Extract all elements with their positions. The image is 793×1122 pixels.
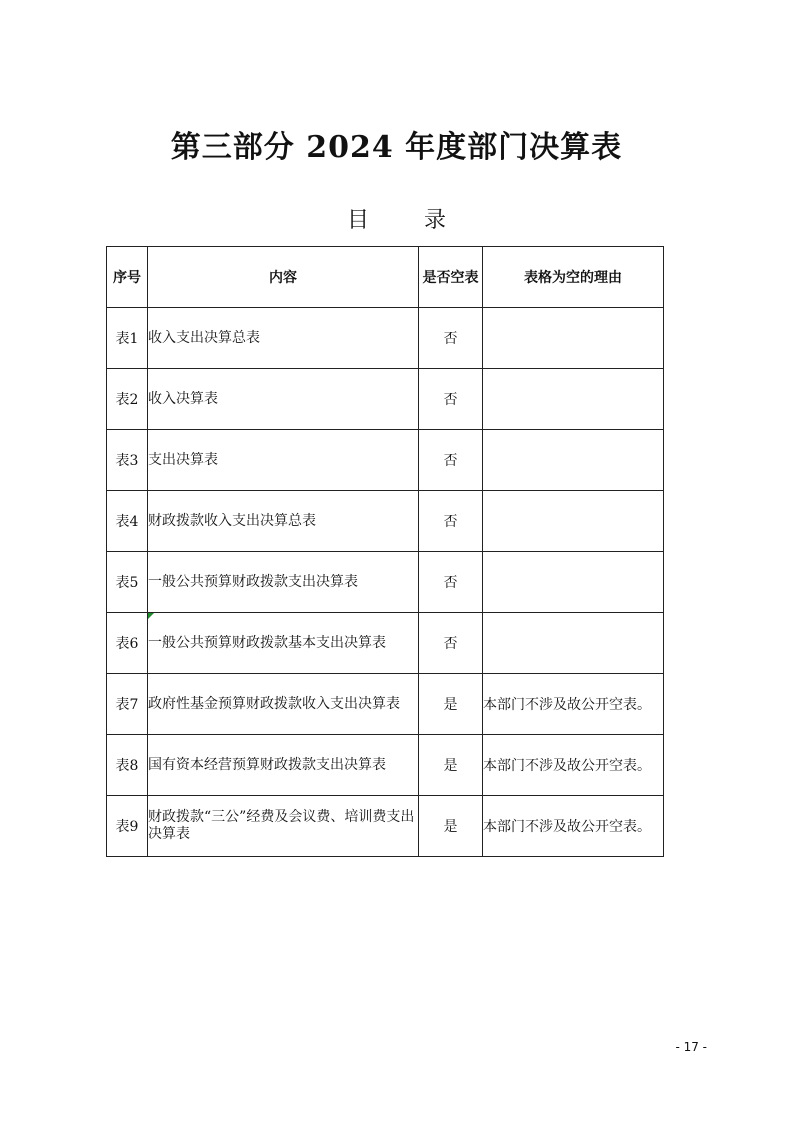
row-reason xyxy=(483,491,664,552)
row-num: 表5 xyxy=(107,552,148,613)
row-content: 收入支出决算总表 xyxy=(148,308,419,369)
row-num: 表6 xyxy=(107,613,148,674)
row-content: 一般公共预算财政拨款支出决算表 xyxy=(148,552,419,613)
page-number: - 17 - xyxy=(675,1040,707,1054)
header-content: 内容 xyxy=(148,247,419,308)
row-empty: 否 xyxy=(419,613,483,674)
page-title: 第三部分 2024 年度部门决算表 xyxy=(170,130,623,165)
table-row xyxy=(107,674,664,735)
row-content: 财政拨款“三公”经费及会议费、培训费支出决算表 xyxy=(148,796,419,857)
table-row xyxy=(107,430,664,491)
row-empty: 否 xyxy=(419,308,483,369)
table-row xyxy=(107,308,664,369)
row-content: 财政拨款收入支出决算总表 xyxy=(148,491,419,552)
table-row xyxy=(107,796,664,857)
catalog-heading: 目 录 xyxy=(347,208,470,233)
row-reason xyxy=(483,369,664,430)
row-reason: 本部门不涉及故公开空表。 xyxy=(483,674,664,735)
row-empty: 否 xyxy=(419,430,483,491)
row-empty: 否 xyxy=(419,552,483,613)
row-reason xyxy=(483,613,664,674)
row-reason: 本部门不涉及故公开空表。 xyxy=(483,735,664,796)
cell-comment-marker-icon xyxy=(148,613,154,619)
table-row xyxy=(107,552,664,613)
table-row xyxy=(107,369,664,430)
row-content: 支出决算表 xyxy=(148,430,419,491)
row-num: 表3 xyxy=(107,430,148,491)
table-row xyxy=(107,491,664,552)
row-empty: 是 xyxy=(419,796,483,857)
row-content: 收入决算表 xyxy=(148,369,419,430)
table-row xyxy=(107,613,664,674)
row-num: 表1 xyxy=(107,308,148,369)
row-num: 表7 xyxy=(107,674,148,735)
row-content-cell xyxy=(148,613,419,674)
row-empty: 是 xyxy=(419,735,483,796)
row-num: 表4 xyxy=(107,491,148,552)
row-num: 表9 xyxy=(107,796,148,857)
row-empty: 否 xyxy=(419,369,483,430)
row-reason xyxy=(483,552,664,613)
header-reason: 表格为空的理由 xyxy=(483,247,664,308)
row-content: 政府性基金预算财政拨款收入支出决算表 xyxy=(148,674,419,735)
header-empty: 是否空表 xyxy=(419,247,483,308)
table-header-row xyxy=(107,247,664,308)
table-row xyxy=(107,735,664,796)
row-content: 国有资本经营预算财政拨款支出决算表 xyxy=(148,735,419,796)
row-empty: 否 xyxy=(419,491,483,552)
catalog-table xyxy=(106,246,664,857)
row-reason xyxy=(483,308,664,369)
row-reason: 本部门不涉及故公开空表。 xyxy=(483,796,664,857)
row-empty: 是 xyxy=(419,674,483,735)
row-num: 表8 xyxy=(107,735,148,796)
row-num: 表2 xyxy=(107,369,148,430)
row-reason xyxy=(483,430,664,491)
row-content: 一般公共预算财政拨款基本支出决算表 xyxy=(148,634,386,651)
header-num: 序号 xyxy=(107,247,148,308)
